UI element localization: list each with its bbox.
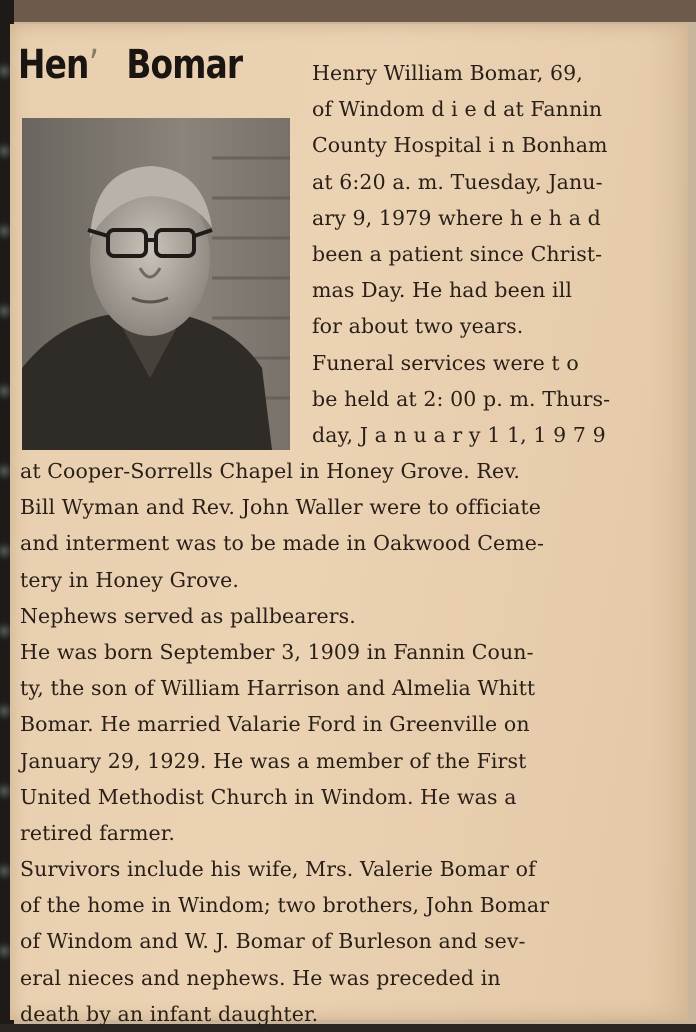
article-line: been a patient since Christ- — [312, 241, 603, 266]
newspaper-clipping — [10, 24, 688, 1026]
article-line: death by an infant daughter. — [20, 1001, 319, 1026]
article-line: at Cooper-Sorrells Chapel in Honey Grove. Rev. — [20, 459, 521, 483]
article-line: be held at 2: 00 p. m. Thurs- — [312, 386, 611, 411]
article-line: mas Day. He had been ill — [312, 278, 573, 303]
article-right-column — [312, 55, 682, 453]
article-line: Henry William Bomar, 69, — [312, 61, 583, 85]
article-full-width — [20, 453, 682, 1032]
article-line: Bill Wyman and Rev. John Waller were to officiate — [20, 495, 542, 520]
article-line: of Windom and W. J. Bomar of Burleson and sev- — [20, 929, 526, 954]
article-line: Nephews served as pallbearers. — [20, 603, 356, 628]
portrait-photo-icon — [22, 118, 290, 450]
article-line: tery in Honey Grove. — [20, 567, 239, 592]
article-line: Survivors include his wife, Mrs. Valerie Bomar of — [20, 857, 536, 882]
article-line: eral nieces and nephews. He was preceded in — [20, 965, 501, 990]
article-line: County Hospital i n Bonham — [312, 133, 608, 158]
article-line: United Methodist Church in Windom. He was a — [20, 784, 517, 809]
article-line: retired farmer. — [20, 820, 176, 845]
article-line: of the home in Windom; two brothers, John Bomar — [20, 893, 550, 918]
headline-torn-gap: ’ — [88, 42, 99, 88]
obituary-headline — [18, 42, 242, 88]
article-line: of Windom d i e d at Fannin — [312, 97, 603, 122]
article-line: January 29, 1929. He was a member of the First — [20, 748, 527, 773]
article-line: ary 9, 1979 where h e h a d — [312, 205, 601, 230]
article-line: day, J a n u a r y 1 1, 1 9 7 9 — [312, 422, 606, 447]
article-line: for about two years. — [312, 314, 524, 339]
article-line: at 6:20 a. m. Tuesday, Janu- — [312, 169, 603, 194]
article-line: He was born September 3, 1909 in Fannin Coun- — [20, 639, 534, 664]
portrait-photo — [22, 118, 290, 450]
article-line: ty, the son of William Harrison and Almelia Whitt — [20, 676, 536, 701]
article-line: Funeral services were t o — [312, 350, 579, 375]
headline-first-name: Hen — [18, 42, 89, 88]
headline-last-name: Bomar — [126, 42, 243, 88]
article-line: Bomar. He married Valarie Ford in Greenville on — [20, 712, 530, 737]
article-line: and interment was to be made in Oakwood Ceme- — [20, 531, 545, 556]
